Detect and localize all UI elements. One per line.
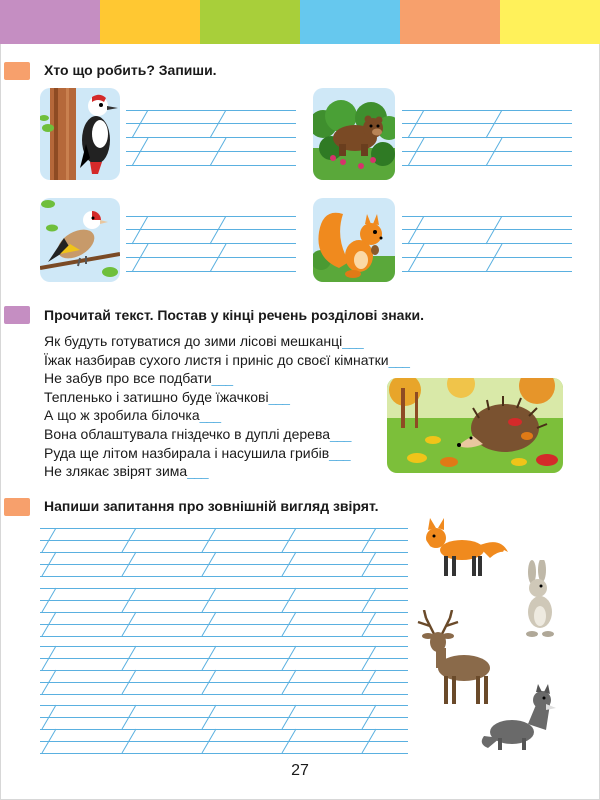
handwriting-lines-questions	[40, 528, 408, 754]
section1-title: Хто що робить? Запиши.	[44, 62, 217, 78]
goldfinch-icon	[40, 198, 120, 282]
sentence-5: А що ж зробила білочка___	[44, 407, 220, 424]
handwriting-lines-1	[126, 110, 296, 166]
handwriting-lines-2	[402, 110, 572, 166]
fox-icon	[420, 516, 510, 580]
section3-marker	[4, 498, 30, 516]
squirrel-icon	[313, 198, 395, 282]
woodpecker-icon	[40, 88, 120, 180]
handwriting-lines-3	[126, 216, 296, 272]
punctuation-blank[interactable]: ___	[199, 407, 220, 424]
punctuation-blank[interactable]: ___	[268, 388, 289, 405]
hare-icon	[516, 560, 564, 640]
sentence-3: Не забув про все подбати___	[44, 370, 233, 387]
stripe-green	[200, 0, 300, 44]
stripe-yellow	[100, 0, 200, 44]
punctuation-blank[interactable]: ___	[388, 351, 409, 368]
stripe-lightyellow	[500, 0, 600, 44]
section1-marker	[4, 62, 30, 80]
hedgehog-icon	[387, 378, 563, 473]
section2-title: Прочитай текст. Постав у кінці речень розділові знаки.	[44, 307, 424, 323]
punctuation-blank[interactable]: ___	[330, 425, 351, 442]
sentence-4: Тепленько і затишно буде їжачкові___	[44, 388, 289, 405]
stripe-blue	[300, 0, 400, 44]
section3-title: Напиши запитання про зовнішній вигляд звірят.	[44, 498, 379, 514]
sentence-2: Їжак назбирав сухого листя і приніс до своєї кімнатки___	[44, 351, 409, 368]
stripe-orange	[400, 0, 500, 44]
sentence-list	[44, 332, 409, 481]
sentence-6: Вона облаштувала гніздечко в дуплі дерева___	[44, 425, 351, 442]
punctuation-blank[interactable]: ___	[211, 370, 233, 387]
punctuation-blank[interactable]: ___	[329, 444, 350, 461]
sentence-1: Як будуть готуватися до зими лісові мешканці___	[44, 333, 363, 349]
wolf-icon	[478, 684, 558, 752]
handwriting-lines-4	[402, 216, 572, 272]
sentence-8: Не злякає звірят зима___	[44, 463, 208, 480]
bear-icon	[313, 88, 395, 180]
punctuation-blank[interactable]: ___	[342, 333, 363, 349]
stripe-purple	[0, 0, 100, 44]
page-number: 27	[291, 762, 309, 779]
section2-marker	[4, 306, 30, 324]
color-stripe-header	[0, 0, 600, 44]
sentence-7: Руда ще літом назбирала і насушила грибів___	[44, 444, 350, 461]
punctuation-blank[interactable]: ___	[187, 463, 208, 480]
